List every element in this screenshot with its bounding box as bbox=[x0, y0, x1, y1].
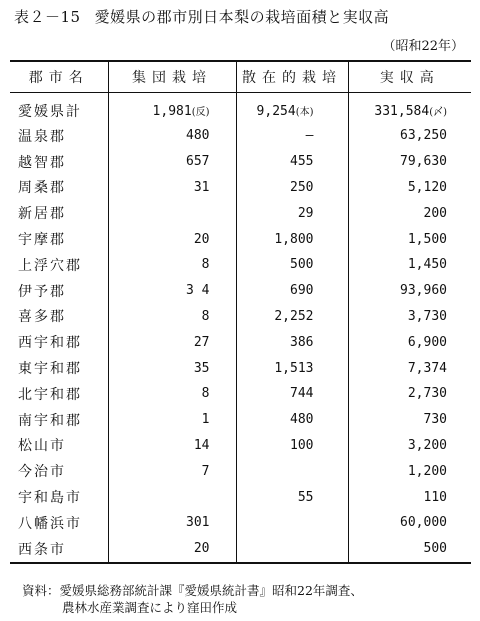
table-header bbox=[10, 61, 471, 93]
cell-yield-value: 1,200 bbox=[407, 463, 447, 479]
cell-region-name-value: 周桑郡 bbox=[18, 180, 66, 197]
cell-scattered-trees bbox=[236, 329, 348, 355]
cell-group-area-value: 657 bbox=[186, 154, 210, 170]
table-row bbox=[10, 510, 471, 536]
cell-yield-unit: (〆) bbox=[429, 107, 447, 118]
cell-yield bbox=[348, 355, 471, 381]
header-row bbox=[10, 61, 471, 93]
cell-yield-value: 5,120 bbox=[407, 179, 447, 195]
table-row bbox=[10, 329, 471, 355]
cell-yield bbox=[348, 536, 471, 563]
table-row bbox=[10, 407, 471, 433]
cell-region-name bbox=[10, 458, 108, 484]
table-row bbox=[10, 252, 471, 278]
table-title-text: 愛媛県の郡市別日本梨の栽培面積と実収高 bbox=[94, 8, 390, 26]
data-table bbox=[10, 60, 471, 564]
cell-scattered-trees-value: 9,254 bbox=[256, 104, 296, 119]
table-row bbox=[10, 355, 471, 381]
cell-yield bbox=[348, 149, 471, 175]
cell-group-area bbox=[108, 484, 236, 510]
cell-region-name-value: 西条市 bbox=[18, 541, 66, 558]
cell-yield-value: 500 bbox=[423, 541, 447, 557]
cell-group-area bbox=[108, 252, 236, 278]
cell-group-area bbox=[108, 278, 236, 304]
cell-yield bbox=[348, 304, 471, 330]
header-scattered-cultivation: 散在的栽培 bbox=[236, 61, 348, 93]
cell-region-name bbox=[10, 123, 108, 149]
cell-region-name-value: 宇和島市 bbox=[18, 490, 82, 507]
cell-group-area-unit: (反) bbox=[191, 107, 210, 118]
cell-region-name-value: 南宇和郡 bbox=[18, 412, 82, 429]
cell-yield bbox=[348, 123, 471, 149]
cell-scattered-trees bbox=[236, 458, 348, 484]
table-row bbox=[10, 123, 471, 149]
cell-group-area bbox=[108, 200, 236, 226]
cell-group-area-value: 27 bbox=[193, 334, 210, 350]
cell-scattered-trees bbox=[236, 381, 348, 407]
cell-yield-value: 60,000 bbox=[400, 515, 447, 531]
cell-scattered-trees-value: 480 bbox=[290, 412, 314, 428]
cell-scattered-trees bbox=[236, 355, 348, 381]
source-note-line-1: 資料：愛媛県総務部統計課『愛媛県統計書』昭和22年調査、 bbox=[22, 583, 363, 598]
cell-region-name-value: 越智郡 bbox=[18, 154, 66, 171]
cell-yield bbox=[348, 278, 471, 304]
cell-region-name-value: 上浮穴郡 bbox=[18, 257, 82, 274]
cell-scattered-trees-value: 29 bbox=[297, 205, 314, 221]
cell-region-name bbox=[10, 536, 108, 563]
cell-scattered-trees-value: 2,252 bbox=[274, 308, 314, 324]
cell-group-area bbox=[108, 123, 236, 149]
cell-group-area bbox=[108, 175, 236, 201]
table-row bbox=[10, 304, 471, 330]
source-note bbox=[22, 582, 472, 616]
cell-group-area bbox=[108, 536, 236, 563]
cell-yield bbox=[348, 484, 471, 510]
cell-region-name-value: 宇摩郡 bbox=[18, 232, 66, 249]
source-note-line-2: 農林水産業調査により窪田作成 bbox=[62, 600, 238, 615]
table-row bbox=[10, 458, 471, 484]
table-number: 表２－15 bbox=[14, 8, 81, 26]
table-row bbox=[10, 536, 471, 563]
cell-yield-value: 6,900 bbox=[407, 334, 447, 350]
table-title bbox=[14, 6, 474, 27]
cell-group-area-value: 1 bbox=[201, 412, 210, 428]
cell-scattered-trees bbox=[236, 252, 348, 278]
cell-region-name-value: 喜多郡 bbox=[18, 309, 66, 326]
cell-region-name bbox=[10, 484, 108, 510]
cell-yield-value: 200 bbox=[423, 205, 447, 221]
cell-region-name bbox=[10, 407, 108, 433]
cell-group-area-value: 7 bbox=[201, 463, 210, 479]
table-row bbox=[10, 200, 471, 226]
cell-scattered-trees bbox=[236, 433, 348, 459]
cell-yield bbox=[348, 252, 471, 278]
cell-yield-value: 93,960 bbox=[400, 283, 447, 299]
cell-yield-value: 79,630 bbox=[400, 154, 447, 170]
header-yield: 実収高 bbox=[348, 61, 471, 93]
table-row bbox=[10, 433, 471, 459]
cell-yield-value: 7,374 bbox=[407, 360, 447, 376]
cell-region-name-value: 松山市 bbox=[18, 438, 66, 455]
cell-region-name bbox=[10, 226, 108, 252]
cell-group-area bbox=[108, 149, 236, 175]
cell-group-area bbox=[108, 407, 236, 433]
cell-region-name bbox=[10, 93, 108, 124]
cell-yield-value: 730 bbox=[423, 412, 447, 428]
cell-group-area bbox=[108, 458, 236, 484]
cell-region-name-value: 西宇和郡 bbox=[18, 335, 82, 352]
cell-region-name-value: 伊予郡 bbox=[18, 283, 66, 300]
cell-scattered-trees-value: 455 bbox=[290, 154, 314, 170]
cell-region-name-value: 北宇和郡 bbox=[18, 386, 82, 403]
cell-group-area-value: 8 bbox=[201, 308, 210, 324]
cell-scattered-trees bbox=[236, 278, 348, 304]
cell-group-area-value: 31 bbox=[193, 179, 210, 195]
cell-yield bbox=[348, 381, 471, 407]
cell-yield bbox=[348, 175, 471, 201]
cell-scattered-trees-unit: (本) bbox=[295, 107, 314, 118]
cell-group-area bbox=[108, 93, 236, 124]
cell-scattered-trees bbox=[236, 226, 348, 252]
cell-region-name-value: 新居郡 bbox=[18, 206, 66, 223]
table-row bbox=[10, 381, 471, 407]
cell-group-area-value: 301 bbox=[186, 515, 210, 531]
cell-scattered-trees bbox=[236, 407, 348, 433]
table-row bbox=[10, 226, 471, 252]
cell-region-name bbox=[10, 304, 108, 330]
cell-group-area-value: 8 bbox=[201, 386, 210, 402]
table-row bbox=[10, 175, 471, 201]
cell-yield-value: 110 bbox=[423, 489, 447, 505]
cell-scattered-trees bbox=[236, 123, 348, 149]
cell-region-name-value: 温泉郡 bbox=[18, 128, 66, 145]
cell-yield-value: 3,730 bbox=[407, 308, 447, 324]
cell-scattered-trees bbox=[236, 93, 348, 124]
cell-scattered-trees-value: 1,800 bbox=[274, 231, 314, 247]
cell-scattered-trees-value: 690 bbox=[290, 283, 314, 299]
cell-yield bbox=[348, 458, 471, 484]
cell-region-name bbox=[10, 355, 108, 381]
cell-yield bbox=[348, 329, 471, 355]
table-row bbox=[10, 484, 471, 510]
cell-group-area bbox=[108, 226, 236, 252]
cell-region-name-value: 八幡浜市 bbox=[18, 515, 82, 532]
header-region: 郡市名 bbox=[10, 61, 108, 93]
cell-yield bbox=[348, 510, 471, 536]
cell-region-name bbox=[10, 510, 108, 536]
cell-scattered-trees-value: 744 bbox=[290, 386, 314, 402]
cell-region-name bbox=[10, 433, 108, 459]
cell-scattered-trees-value: 100 bbox=[290, 437, 314, 453]
cell-yield-value: 1,500 bbox=[407, 231, 447, 247]
table-subtitle: （昭和22年） bbox=[382, 39, 464, 54]
cell-yield bbox=[348, 200, 471, 226]
cell-scattered-trees bbox=[236, 200, 348, 226]
cell-yield bbox=[348, 93, 471, 124]
cell-region-name-value: 愛媛県計 bbox=[18, 104, 82, 120]
cell-yield-value: 1,450 bbox=[407, 257, 447, 273]
cell-yield-value: 2,730 bbox=[407, 386, 447, 402]
cell-group-area bbox=[108, 510, 236, 536]
cell-scattered-trees bbox=[236, 510, 348, 536]
table-body bbox=[10, 93, 471, 563]
cell-group-area-value: 20 bbox=[193, 541, 210, 557]
cell-group-area-value: 35 bbox=[193, 360, 210, 376]
cell-region-name-value: 東宇和郡 bbox=[18, 361, 82, 378]
cell-scattered-trees bbox=[236, 484, 348, 510]
cell-scattered-trees-value: 250 bbox=[290, 179, 314, 195]
cell-scattered-trees-value: 55 bbox=[297, 489, 314, 505]
cell-region-name-value: 今治市 bbox=[18, 464, 66, 481]
cell-scattered-trees-value: 386 bbox=[290, 334, 314, 350]
cell-yield bbox=[348, 433, 471, 459]
cell-region-name bbox=[10, 329, 108, 355]
cell-region-name bbox=[10, 175, 108, 201]
cell-scattered-trees bbox=[236, 536, 348, 563]
cell-region-name bbox=[10, 252, 108, 278]
cell-group-area-value: 3 4 bbox=[186, 283, 210, 299]
cell-group-area-value: 14 bbox=[193, 437, 210, 453]
cell-group-area bbox=[108, 381, 236, 407]
cell-group-area bbox=[108, 304, 236, 330]
cell-region-name bbox=[10, 381, 108, 407]
cell-scattered-trees bbox=[236, 304, 348, 330]
cell-group-area-value: 20 bbox=[193, 231, 210, 247]
cell-scattered-trees-value: 500 bbox=[290, 257, 314, 273]
cell-group-area-value: 1,981 bbox=[152, 104, 192, 119]
table-row bbox=[10, 93, 471, 124]
cell-yield-value: 3,200 bbox=[407, 437, 447, 453]
cell-group-area-value: 480 bbox=[186, 128, 210, 144]
cell-group-area bbox=[108, 329, 236, 355]
cell-scattered-trees bbox=[236, 175, 348, 201]
cell-scattered-trees-value: 1,513 bbox=[274, 360, 314, 376]
cell-yield-value: 331,584 bbox=[374, 104, 430, 119]
cell-yield bbox=[348, 226, 471, 252]
cell-region-name bbox=[10, 200, 108, 226]
cell-yield bbox=[348, 407, 471, 433]
header-group-cultivation: 集団栽培 bbox=[108, 61, 236, 93]
cell-scattered-trees-value: — bbox=[305, 128, 314, 144]
cell-group-area bbox=[108, 355, 236, 381]
table-row bbox=[10, 278, 471, 304]
cell-scattered-trees bbox=[236, 149, 348, 175]
cell-region-name bbox=[10, 278, 108, 304]
cell-yield-value: 63,250 bbox=[400, 128, 447, 144]
cell-group-area-value: 8 bbox=[201, 257, 210, 273]
cell-region-name bbox=[10, 149, 108, 175]
cell-group-area bbox=[108, 433, 236, 459]
table-row bbox=[10, 149, 471, 175]
